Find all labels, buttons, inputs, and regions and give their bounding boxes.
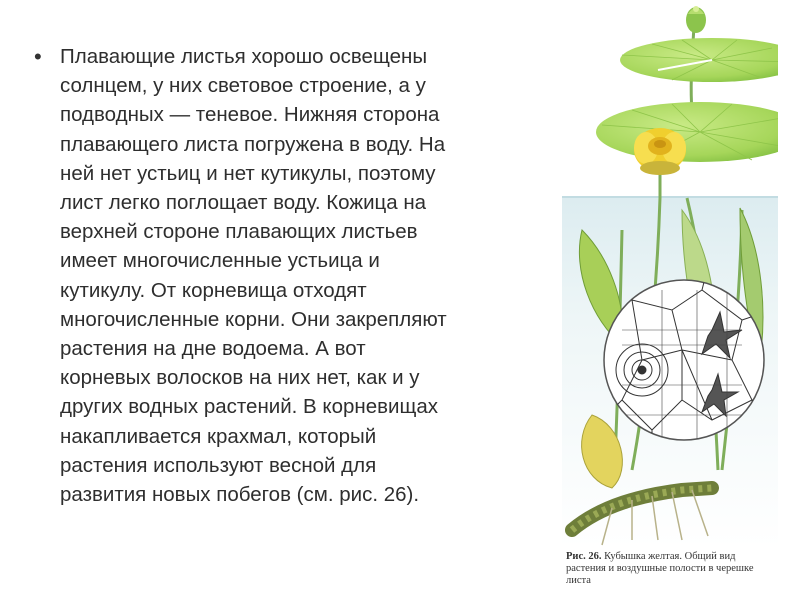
paragraph-line: кутикулу. От корневища отходят <box>60 278 367 302</box>
floating-leaf-upper <box>620 38 778 82</box>
paragraph-line: растения на дне водоема. А вот <box>60 337 366 361</box>
paragraph-line: растения используют весной для <box>60 453 377 477</box>
paragraph-line: других водных растений. В корневищах <box>60 395 439 419</box>
caption-label: Рис. 26. <box>566 551 602 562</box>
paragraph-line: плавающего листа погружена в воду. На <box>60 132 446 156</box>
figure-illustration <box>562 0 778 548</box>
figure-caption <box>566 551 776 587</box>
paragraph-line: солнцем, у них световое строение, а у <box>60 74 426 98</box>
yellow-flower-icon <box>634 128 686 198</box>
floating-leaf-lower <box>596 102 778 162</box>
paragraph <box>60 42 534 509</box>
text-block <box>34 42 534 509</box>
caption-line: Кубышка желтая. Общий вид <box>601 551 736 562</box>
paragraph-line: корневых волосков на них нет, как и у <box>60 366 420 390</box>
figure-26 <box>560 0 778 600</box>
paragraph-line: Плавающие листья хорошо освещены <box>60 45 428 68</box>
bullet-marker: • <box>34 44 42 69</box>
paragraph-line: многочисленные корни. Они закрепляют <box>60 307 447 331</box>
paragraph-line: верхней стороне плавающих листьев <box>60 220 418 244</box>
yellow-water-lily-illustration <box>562 0 778 548</box>
caption-line: растения и воздушные полости в черешке <box>566 563 754 574</box>
paragraph-line: развития новых побегов (см. рис. 26). <box>60 483 420 507</box>
paragraph-line: подводных — теневое. Нижняя сторона <box>60 103 440 127</box>
paragraph-line: имеет многочисленные устьица и <box>60 249 380 273</box>
caption-line: листа <box>566 575 591 586</box>
paragraph-line: лист легко поглощает воду. Кожица на <box>60 191 427 215</box>
paragraph-line: накапливается крахмал, который <box>60 424 377 448</box>
paragraph-line: ней нет устьиц и нет кутикулы, поэтому <box>60 161 436 185</box>
